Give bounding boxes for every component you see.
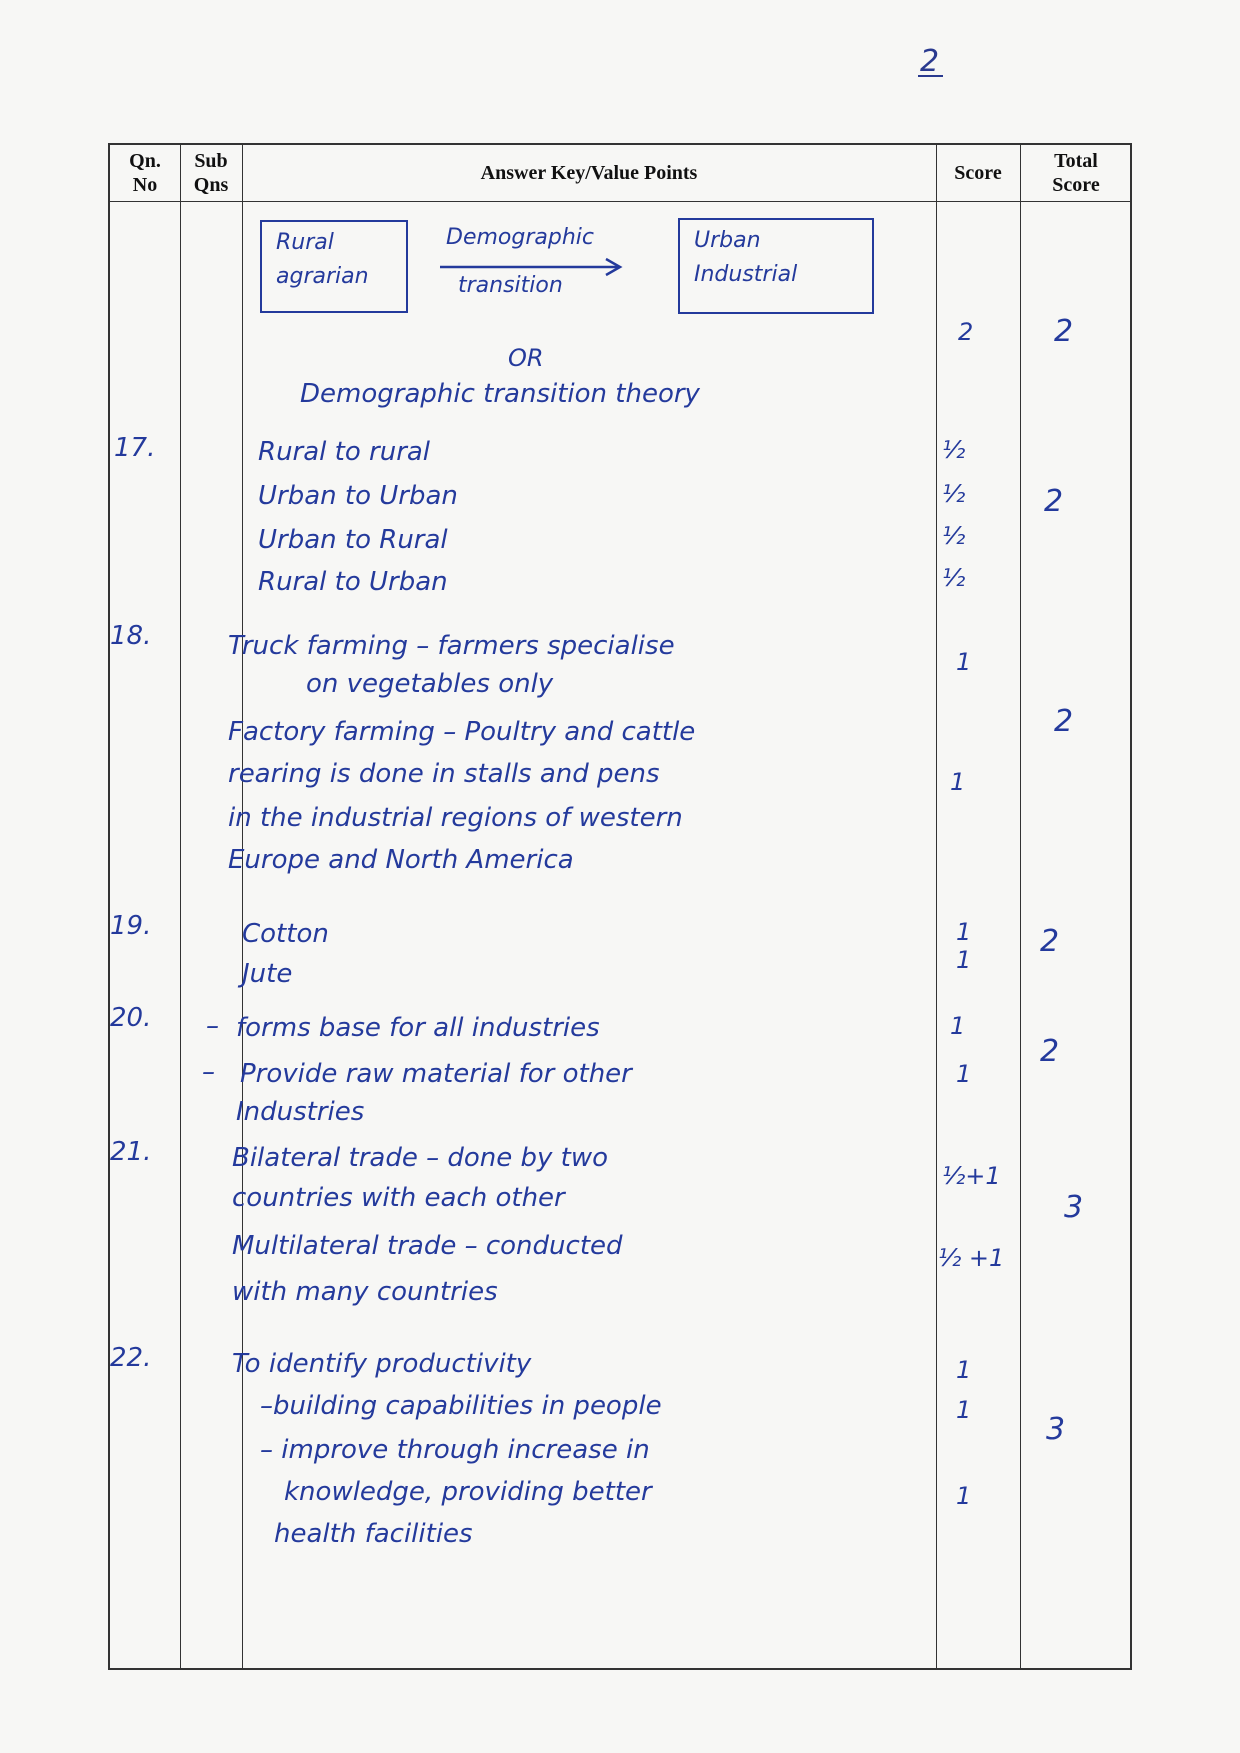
q18-number: 18. [110, 621, 152, 651]
q21-total: 3 [1064, 1190, 1084, 1225]
q17-number: 17. [114, 433, 156, 463]
q16-alt-answer: Demographic transition theory [300, 379, 700, 409]
q17-score: ½ [942, 480, 966, 508]
header-answer: Answer Key/Value Points [480, 162, 698, 184]
header-divider [110, 201, 1130, 202]
q22-line: –building capabilities in people [260, 1391, 662, 1421]
q22-line: To identify productivity [232, 1349, 532, 1379]
q19-total: 2 [1040, 924, 1060, 959]
q21-line: Multilateral trade – conducted [232, 1231, 623, 1261]
q21-line: countries with each other [232, 1183, 565, 1213]
q19-line: Jute [242, 959, 293, 989]
q17-line: Urban to Rural [258, 525, 448, 555]
q21-line: with many countries [232, 1277, 498, 1307]
urban-industrial-box: Urban Industrial [678, 218, 874, 314]
q20-total: 2 [1040, 1034, 1060, 1069]
page-number: 2 [920, 44, 940, 79]
q17-score: ½ [942, 564, 966, 592]
header-total-score: Total Score [1052, 150, 1100, 196]
q17-total: 2 [1044, 484, 1064, 519]
q17-line: Rural to rural [258, 437, 431, 467]
q18-line: on vegetables only [306, 669, 554, 699]
q20-line: Provide raw material for other [240, 1059, 632, 1089]
q17-score: ½ [942, 522, 966, 550]
header-score: Score [954, 162, 1002, 184]
q17-line: Rural to Urban [258, 567, 448, 597]
q22-score: 1 [956, 1482, 972, 1510]
q20-line: Industries [236, 1097, 365, 1127]
header-sub-qns: Sub Qns [193, 150, 229, 196]
q18-total: 2 [1054, 704, 1074, 739]
q21-score: ½+1 [942, 1162, 1001, 1190]
q18-line: rearing is done in stalls and pens [228, 759, 660, 789]
q21-score: ½ +1 [938, 1244, 1005, 1272]
q18-score: 1 [956, 648, 972, 676]
q17-line: Urban to Urban [258, 481, 458, 511]
q18-line: Europe and North America [228, 845, 574, 875]
q20-dash: – [206, 1011, 219, 1041]
answer-key-table [108, 143, 1132, 1670]
q18-line: Factory farming – Poultry and cattle [228, 717, 696, 747]
q20-number: 20. [110, 1003, 152, 1033]
q19-number: 19. [110, 911, 152, 941]
q20-line: forms base for all industries [236, 1013, 600, 1043]
q21-number: 21. [110, 1137, 152, 1167]
rural-agrarian-box: Rural agrarian [260, 220, 408, 313]
q16-total: 2 [1054, 314, 1074, 349]
arrow-label-top: Demographic [446, 225, 594, 250]
header-qn-no: Qn. No [129, 150, 161, 196]
column-divider [180, 145, 181, 1668]
q22-number: 22. [110, 1343, 152, 1373]
column-divider [242, 145, 243, 1668]
q17-score: ½ [942, 436, 966, 464]
q20-score: 1 [950, 1012, 966, 1040]
column-divider [936, 145, 937, 1668]
column-divider [1020, 145, 1021, 1668]
q22-score: 1 [956, 1356, 972, 1384]
arrow-label-bottom: transition [458, 273, 563, 298]
q16-score: 2 [958, 318, 974, 346]
q22-line: health facilities [274, 1519, 473, 1549]
q20-dash: – [202, 1057, 215, 1087]
q19-score: 1 [956, 946, 972, 974]
q19-line: Cotton [242, 919, 329, 949]
q20-score: 1 [956, 1060, 972, 1088]
q22-score: 1 [956, 1396, 972, 1424]
q18-score: 1 [950, 768, 966, 796]
q18-line: Truck farming – farmers specialise [228, 631, 675, 661]
q18-line: in the industrial regions of western [228, 803, 683, 833]
q22-line: knowledge, providing better [284, 1477, 652, 1507]
q19-score: 1 [956, 918, 972, 946]
q22-total: 3 [1046, 1412, 1066, 1447]
q21-line: Bilateral trade – done by two [232, 1143, 609, 1173]
q16-or: OR [508, 344, 544, 372]
q22-line: – improve through increase in [260, 1435, 650, 1465]
